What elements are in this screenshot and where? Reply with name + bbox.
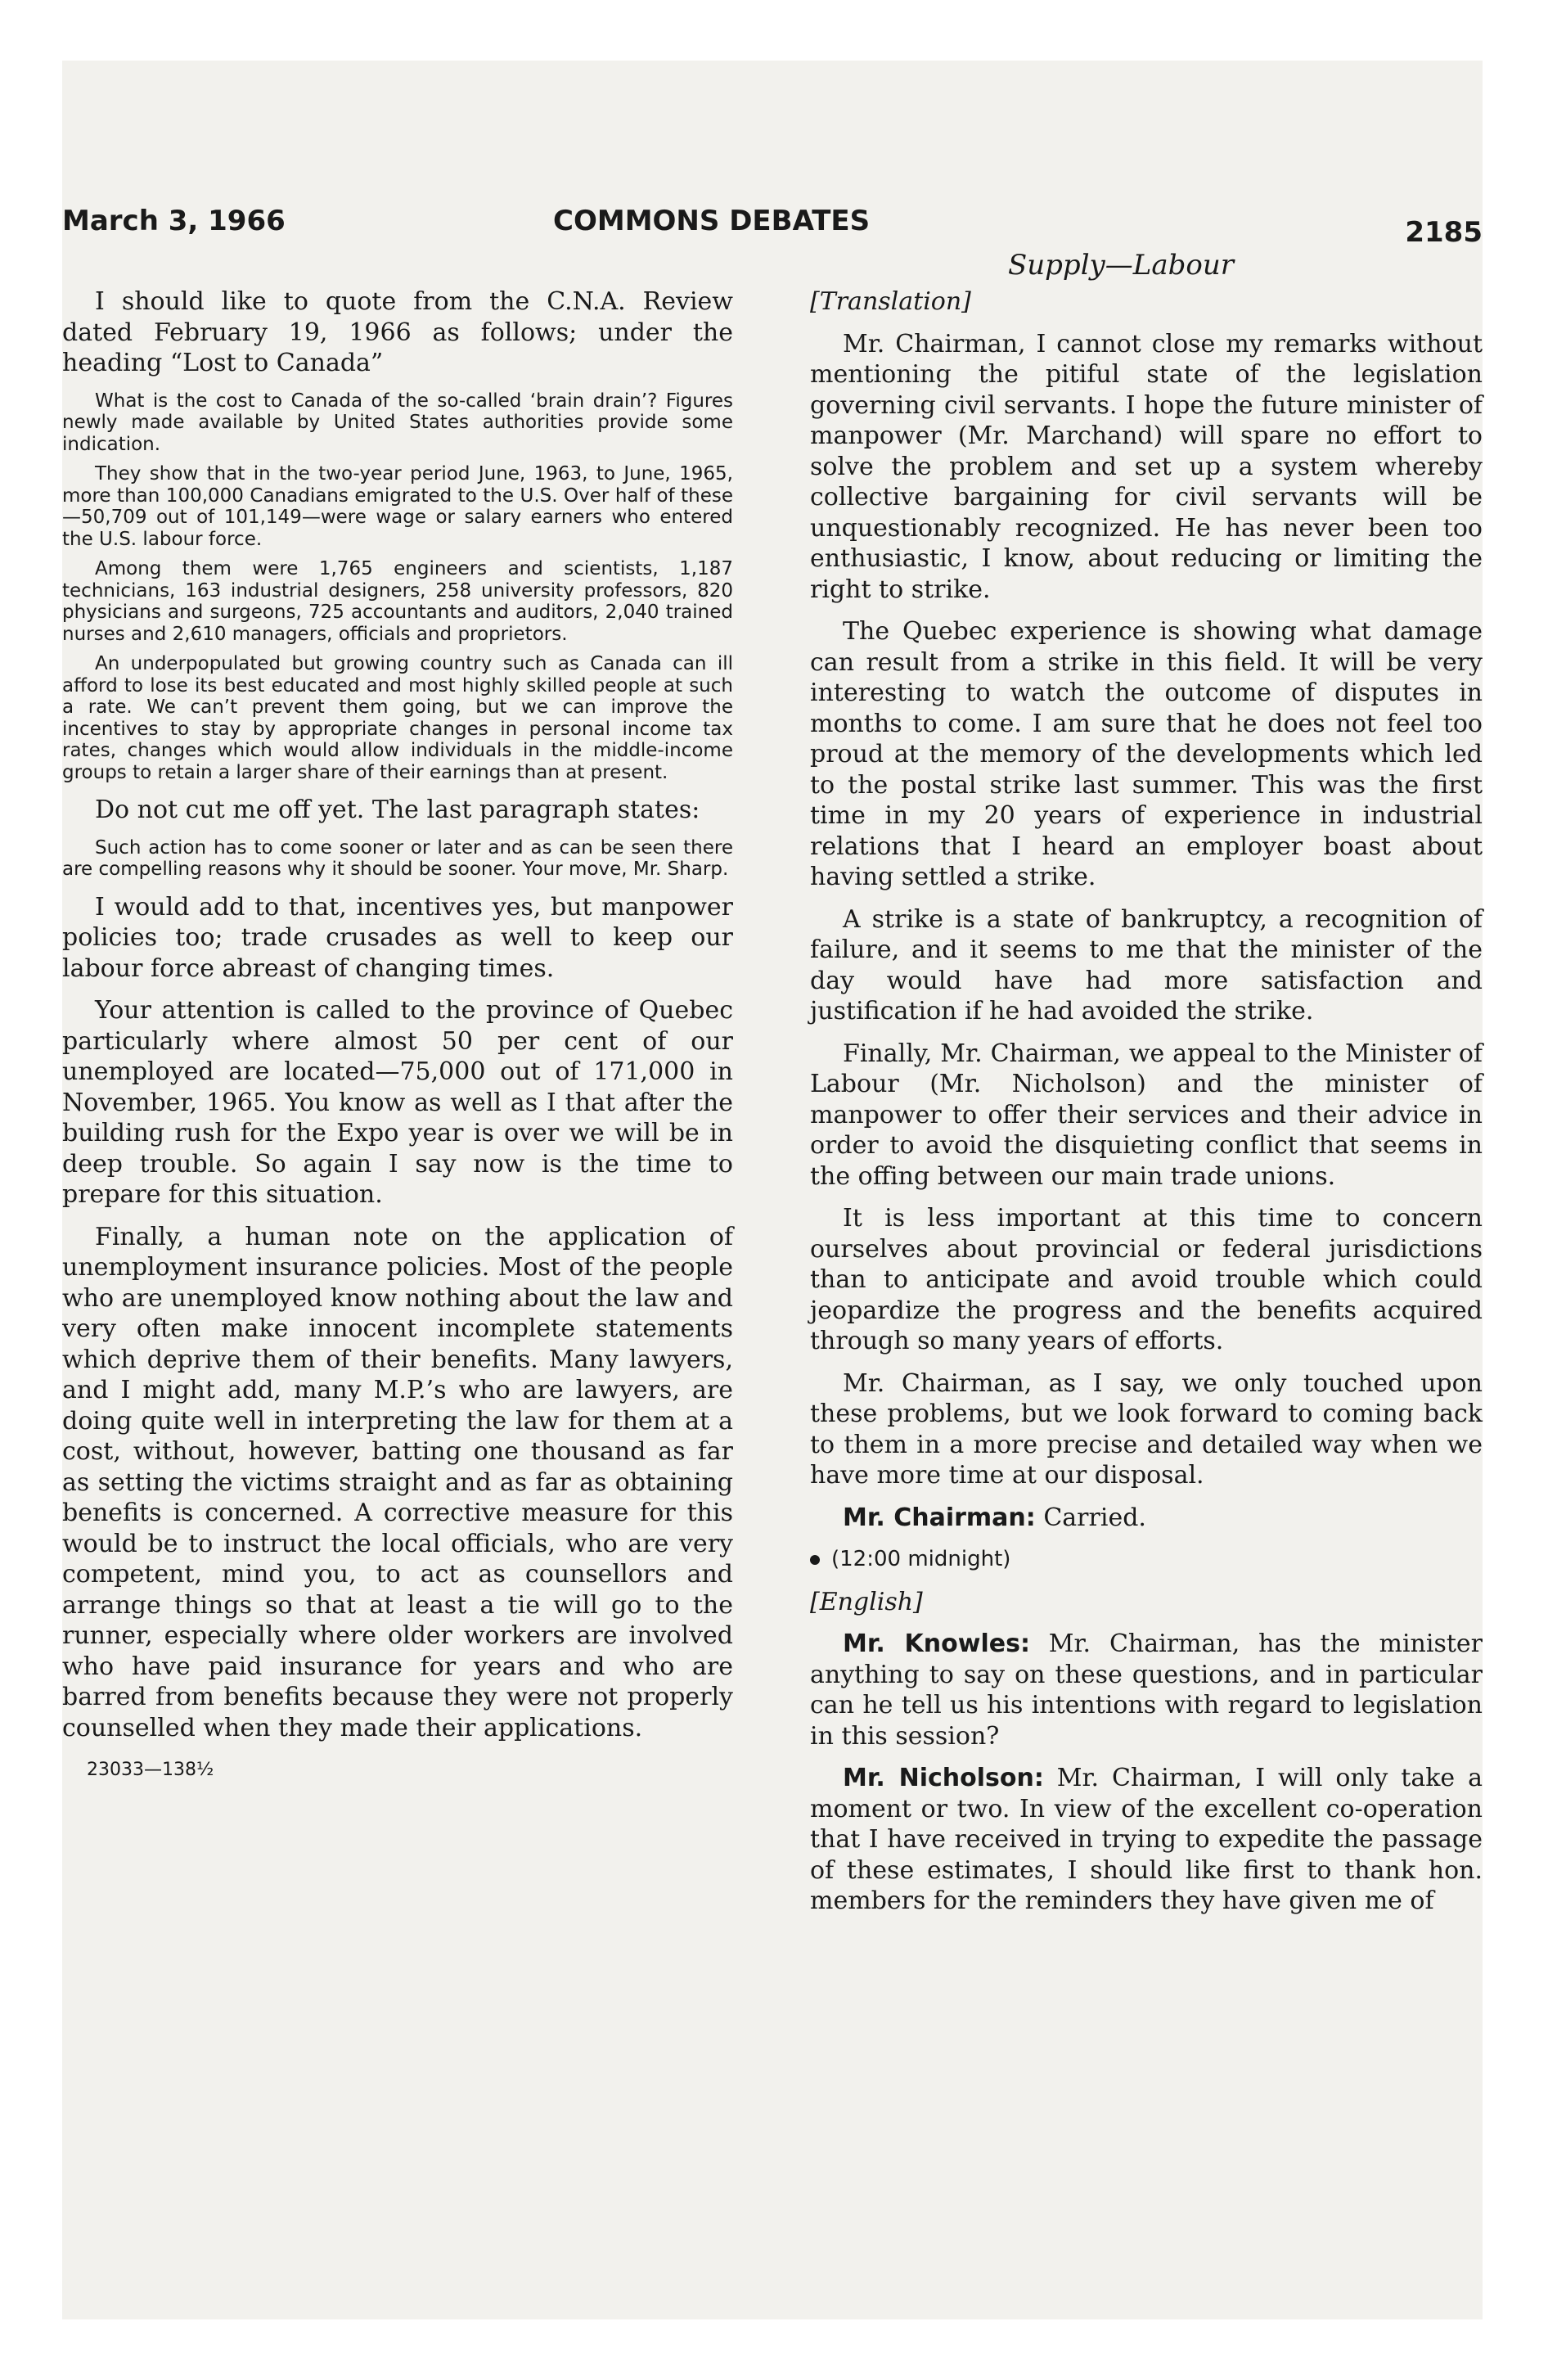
paragraph: Mr. Chairman, as I say, we only touched upon these problems, but we look forward to coming back to them in a more precise and detailed way when we have more time at our disposal. (810, 1368, 1483, 1490)
print-code-footnote: 23033—138½ (87, 1760, 214, 1780)
paragraph: Do not cut me off yet. The last paragraph states: (95, 796, 700, 824)
speaker-name: Mr. Knowles: (843, 1629, 1030, 1658)
speech-knowles (810, 1629, 1483, 1751)
right-column (810, 286, 1483, 1928)
paragraph: I would add to that, incentives yes, but manpower policies too; trade crusades as well to keep our labour force abreast of changing times. (62, 892, 733, 983)
speech-nicholson (810, 1763, 1483, 1917)
section-subheading: Supply—Labour (1007, 249, 1235, 282)
time-text: (12:00 midnight) (831, 1547, 1011, 1571)
speech-text: Carried. (1043, 1503, 1146, 1532)
speech-text: Mr. Chairman, I will only take a moment or two. In view of the excellent co-operation that I have received in trying to expedite the passage of these estimates, I should like first to thank hon. members for the reminders they have given me of (810, 1764, 1483, 1915)
page-sheet (62, 61, 1483, 2319)
left-column (62, 286, 733, 1786)
quotation-block (62, 837, 733, 881)
paragraph: Mr. Chairman, I cannot close my remarks without mentioning the pitiful state of the legislation governing civil servants. I hope the future minister of manpower (Mr. Marchand) will spare no effort to solve the problem and set up a system whereby collective bargaining for civil servants will be unquestionably recognized. He has never been too enthusiastic, I know, about reducing or limiting the right to strike. (810, 329, 1483, 604)
paragraph: A strike is a state of bankruptcy, a recognition of failure, and it seems to me that the minister of the day would have had more satisfaction and justification if he had avoided the strike. (810, 904, 1483, 1025)
paragraph: I should like to quote from the C.N.A. Review dated February 19, 1966 as follows; under the heading “Lost to Canada” (62, 287, 733, 377)
quote-paragraph: What is the cost to Canada of the so-called ‘brain drain’? Figures newly made available by United States authorities provide some indication. (62, 390, 733, 455)
speech-chairman (810, 1503, 1483, 1534)
paragraph: It is less important at this time to concern ourselves about provincial or federal jurisdictions than to anticipate and avoid trouble which could jeopardize the progress and the benefits acquired through so many years of efforts. (810, 1204, 1483, 1355)
paragraph: Finally, Mr. Chairman, we appeal to the Minister of Labour (Mr. Nicholson) and the minister of manpower to offer their services and their advice in order to avoid the disquieting conflict that seems in the offing between our main trade unions. (810, 1039, 1483, 1191)
page-header (62, 205, 1483, 254)
quotation-block (62, 390, 733, 784)
quote-paragraph: Such action has to come sooner or later and as can be seen there are compelling reasons why it should be sooner. Your move, Mr. Sharp. (62, 836, 733, 880)
paragraph: The Quebec experience is showing what damage can result from a strike in this field. It will be very interesting to watch the outcome of disputes in months to come. I am sure that he does not feel too proud at the memory of the developments which led to the postal strike last summer. This was the first time in my 20 years of experience in industrial relations that I heard an employer boast about having settled a strike. (810, 617, 1483, 891)
bullet-icon (810, 1555, 820, 1565)
page-number: 2185 (1405, 216, 1483, 249)
speaker-name: Mr. Nicholson: (843, 1764, 1044, 1792)
speech-text: Mr. Chairman, has the minister anything to say on these questions, and in particular can he tell us his intentions with regard to legislation in this session? (810, 1629, 1483, 1751)
paragraph: Your attention is called to the province of Quebec particularly where almost 50 per cent of our unemployed are located—75,000 out of 171,000 in November, 1965. You know as well as I that after the building rush for the Expo year is over we will be in deep trouble. So again I say now is the time to prepare for this situation. (62, 996, 733, 1209)
quote-paragraph: Among them were 1,765 engineers and scientists, 1,187 technicians, 163 industrial designers, 258 university professors, 820 physicians and surgeons, 725 accountants and auditors, 2,040 trained nurses and 2,610 managers, officials and proprietors. (62, 558, 733, 645)
header-title: COMMONS DEBATES (553, 205, 871, 237)
quote-paragraph: An underpopulated but growing country such as Canada can ill afford to lose its best educated and most highly skilled people at such a rate. We can’t prevent them going, but we can improve the incentives to stay by appropriate changes in personal income tax rates, changes which would allow individuals in the middle-income groups to retain a larger share of their earnings than at present. (62, 653, 733, 783)
speaker-name: Mr. Chairman: (843, 1503, 1036, 1532)
quote-paragraph: They show that in the two-year period June, 1963, to June, 1965, more than 100,000 Canadians emigrated to the U.S. Over half of these—50,709 out of 101,149—were wage or salary earners who entered the U.S. labour force. (62, 463, 733, 550)
language-label: [Translation] (810, 287, 971, 316)
paragraph: Finally, a human note on the application of unemployment insurance policies. Most of the people who are unemployed know nothing about the law and very often make innocent incomplete statements which deprive them of their benefits. Many lawyers, and I might add, many M.P.’s who are lawyers, are doing quite well in interpreting the law for them at a cost, without, however, batting one thousand as far as setting the victims straight and as far as obtaining benefits is concerned. A corrective measure for this would be to instruct the local officials, who are very competent, mind you, to act as counsellors and arrange things so that at least a tie will go to the runner, especially where older workers are involved who have paid insurance for years and who are barred from benefits because they were not properly counselled when they made their applications. (62, 1222, 733, 1742)
header-date: March 3, 1966 (62, 205, 286, 237)
language-label: [English] (810, 1587, 923, 1616)
time-marker (810, 1544, 1483, 1575)
